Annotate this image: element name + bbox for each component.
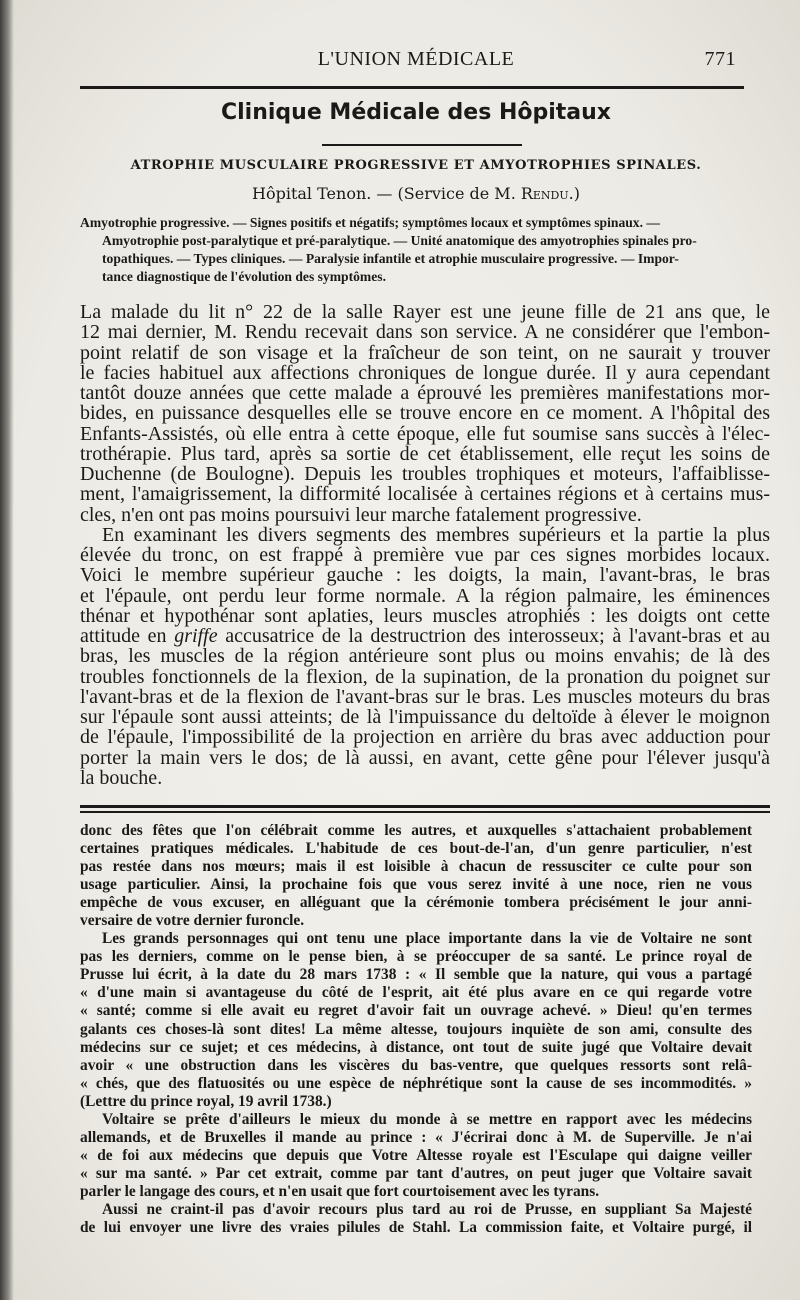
feuilleton-line: versaire de votre dernier furoncle.	[80, 912, 305, 930]
body-line: thénar et hypothénar sont aplaties, leurs muscles atrophiés : les doigts ont cette	[80, 604, 770, 627]
page-binding-edge	[0, 0, 14, 1300]
section-title: Clinique Médicale des Hôpitaux	[221, 100, 611, 125]
feuilleton-line: « sur ma santé. » Par cet extrait, comme par tant d'autres, on peut juger que Voltaire savait	[80, 1164, 752, 1182]
feuilleton-line: parler le langage des cours, et n'en usait que fort courtoisement avec les tyrans.	[80, 1182, 600, 1200]
feuilleton-text	[80, 822, 752, 1237]
body-line: porter la main vers le dos; de là aussi, en avant, cette gêne pour l'élever jusqu'à	[80, 746, 770, 769]
body-line: cles, n'en ont pas moins poursuivi leur marche fatalement progressive.	[80, 503, 642, 526]
hospital-suffix: .)	[568, 184, 580, 203]
feuilleton-line: Aussi ne craint-il pas d'avoir recours plus tard au roi de Prusse, en suppliant Sa Majesté	[102, 1200, 752, 1218]
body-line: Voici le membre supérieur gauche : les doigts, la main, l'avant-bras, le bras	[80, 564, 770, 587]
body-line-with-italic	[80, 626, 770, 646]
feuilleton-line: Prusse lui écrit, à la date du 28 mars 1738 : « Il semble que la nature, qui vous a partagé	[80, 966, 752, 984]
feuilleton-line: « santé; comme si elle avait eu regret d'avoir fait un ouvrage achevé. » Dieu! qu'en termes	[80, 1002, 752, 1020]
body-line: Enfants-Assistés, où elle entra à cette époque, elle fut soumise sans succès à l'élec-	[80, 422, 770, 445]
body-line: le facies habituel aux affections chroniques de longue durée. Il y aura cependant	[80, 361, 770, 384]
body-line: l'avant-bras et de la flexion de l'avant-bras sur le bras. Les muscles moteurs du bras	[80, 685, 770, 708]
journal-title: L'UNION MÉDICALE	[317, 48, 515, 70]
feuilleton-line: (Lettre du prince royal, 19 avril 1738.)	[80, 1092, 332, 1110]
article-summary	[80, 214, 746, 286]
body-line: ment, l'amaigrissement, la difformité localisée à certaines régions et à certains mus-	[80, 483, 770, 506]
feuilleton-line: galants ces choses-là sont dites! La même altesse, toujours inquiète de son ami, consulte des	[80, 1020, 752, 1038]
body-line: trothérapie. Plus tard, après sa sortie de cet établissement, elle reçut les soins de	[80, 442, 770, 465]
feuilleton-line: certaines pratiques médicales. L'habitude de ces bout-de-l'an, d'un genre particulier, n'est	[80, 840, 752, 858]
body-line: élevée du tronc, on est frappé à première vue par ces signes morbides locaux.	[80, 544, 770, 566]
body-line: troubles fonctionnels de la flexion, de la supination, de la pronation du poignet sur	[80, 665, 770, 688]
body-line: et l'épaule, ont perdu leur forme normale. A la région palmaire, les éminences	[80, 584, 770, 607]
feuilleton-line: usage particulier. Ainsi, la prochaine fois que vous serez invité à une noce, rien ne vous	[80, 876, 752, 894]
feuilleton-line: pas restée dans nos mœurs; mais il est loisible à chacun de ressusciter ce culte pour son	[80, 858, 752, 876]
feuilleton-line: donc des fêtes que l'on célébrait comme les autres, et auxquelles s'attachaient probablement	[80, 822, 752, 839]
body-line: de l'épaule, l'impossibilité de la projection en arrière du bras avec adduction pour	[80, 726, 770, 749]
body-text: accusatrice de la destructrion des interosseux; à l'avant-bras et au	[217, 625, 771, 647]
summary-line: Amyotrophie progressive. — Signes positifs et négatifs; symptômes locaux et symptômes spinaux. —	[80, 215, 660, 230]
body-line: point relatif de son visage et la fraîcheur de son teint, on ne saurait y trouver	[80, 341, 770, 364]
body-line: Duchenne (de Boulogne). Depuis les troubles trophiques et moteurs, l'affaiblisse-	[80, 463, 770, 485]
body-line: La malade du lit n° 22 de la salle Rayer est une jeune fille de 21 ans que, le	[80, 301, 770, 323]
body-line: En examinant les divers segments des membres supérieurs et la partie la plus	[102, 523, 770, 546]
feuilleton-line: médecins sur ce sujet; et ces médecins, à distance, ont tout de suite jugé que Voltaire devait	[80, 1038, 752, 1056]
feuilleton-line: « d'une main si avantageuse du côté de l'esprit, ait été plus avare en ce qui regarde votre	[80, 984, 752, 1002]
body-line: 12 mai dernier, M. Rendu recevait dans son service. A ne considérer que l'embon-	[80, 321, 770, 344]
body-line: tantôt douze années que cette malade a éprouvé les premières manifestations mor-	[80, 382, 770, 404]
body-text: attitude en	[80, 625, 175, 647]
feuilleton-line: pas les derniers, comme on le pense bien, à se préoccuper de sa santé. Le prince royal de	[80, 948, 752, 966]
feuilleton-rule-thick	[80, 805, 770, 808]
feuilleton-line: Les grands personnages qui ont tenu une place importante dans la vie de Voltaire ne sont	[102, 930, 752, 948]
summary-line: topathiques. — Types cliniques. — Paralysie infantile et atrophie musculaire progressive. — Impor-	[102, 251, 679, 266]
title-underline	[322, 144, 522, 146]
page-number: 771	[704, 48, 736, 70]
feuilleton-line: avoir « une obstruction dans les viscères du bas-ventre, que quelques ressorts sont relâ-	[80, 1056, 752, 1074]
feuilleton-line: empêche de vous excuser, en alléguant que la cérémonie tombera précisément le jour anni-	[80, 894, 752, 912]
hospital-physician: Rendu	[520, 184, 569, 203]
summary-line: tance diagnostique de l'évolution des symptômes.	[102, 269, 386, 284]
hospital-line	[80, 184, 752, 203]
italic-term: griffe	[174, 625, 218, 647]
running-header	[80, 48, 752, 78]
header-rule	[80, 86, 744, 89]
feuilleton-line: Voltaire se prête d'ailleurs le mieux du monde à se mettre en rapport avec les médecins	[102, 1110, 752, 1128]
feuilleton-line: de lui envoyer une livre des vraies pilules de Stahl. La commission faite, et Voltaire purgé, il	[80, 1219, 752, 1237]
feuilleton-line: allemands, et de Bruxelles il mande au prince : « J'écrirai donc à M. de Superville. Je n'ai	[80, 1128, 752, 1146]
feuilleton-line: « de foi aux médecins que depuis que Votre Altesse royale est l'Esculape qui daigne veiller	[80, 1146, 752, 1164]
summary-line: Amyotrophie post-paralytique et pré-paralytique. — Unité anatomique des amyotrophies spinales pro-	[102, 233, 697, 248]
feuilleton-rule-thin	[80, 811, 770, 813]
article-body	[80, 302, 770, 788]
feuilleton-line: « chés, que des flatuosités ou une espèce de néphrétique sont la cause de ses incommodités. »	[80, 1074, 752, 1092]
body-line: bides, en puissance desquelles elle se trouve encore en ce moment. A l'hôpital des	[80, 402, 770, 425]
body-line: sur l'épaule sont aussi atteints; de là l'impuissance du deltoïde à élever le moignon	[80, 706, 770, 728]
body-line: bras, les muscles de la région antérieure sont plus ou moins envahis; de là des	[80, 645, 770, 668]
article-subtitle: ATROPHIE MUSCULAIRE PROGRESSIVE ET AMYOTROPHIES SPINALES.	[130, 158, 702, 173]
hospital-prefix: Hôpital Tenon. — (Service de M.	[252, 184, 521, 203]
body-line: la bouche.	[80, 766, 163, 789]
